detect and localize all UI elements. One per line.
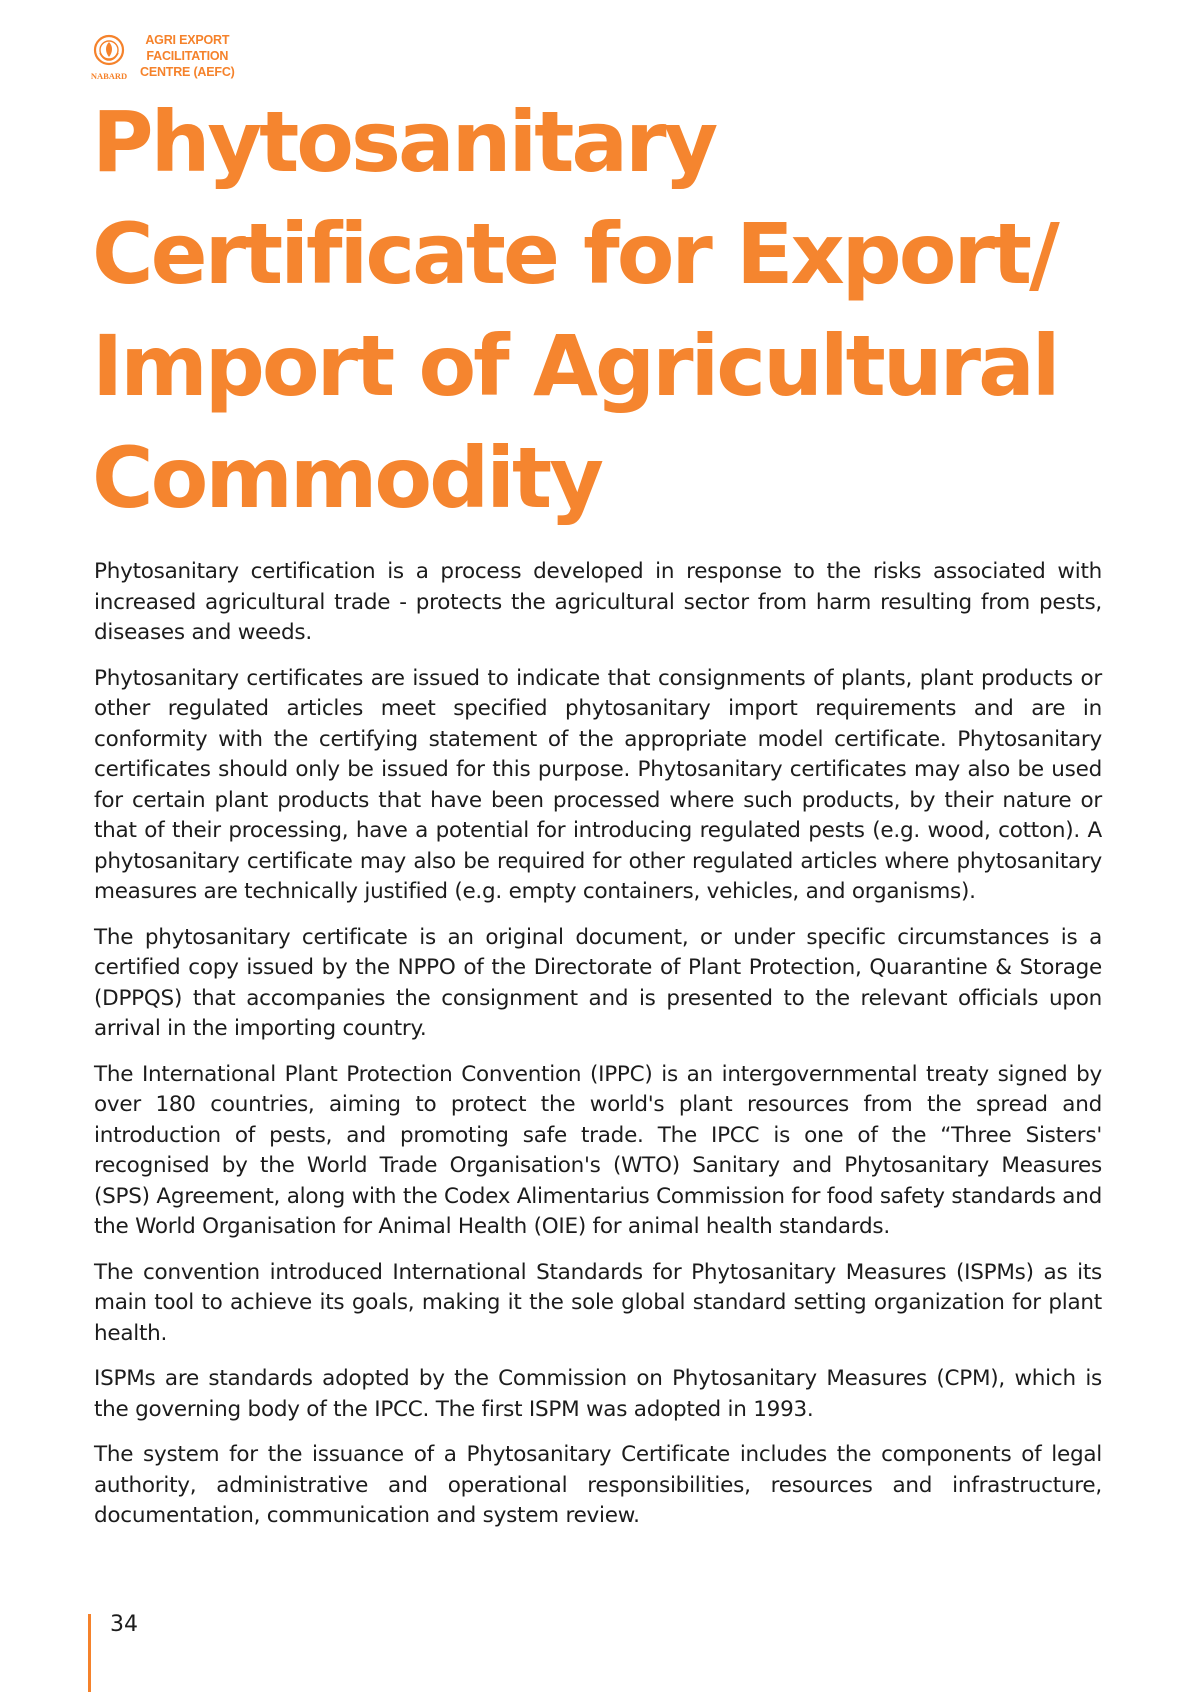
logo-caption: NABARD xyxy=(90,71,128,81)
paragraph: The International Plant Protection Convention (IPPC) is an intergovernmental treaty signed by over 180 countries, aiming to protect the world's plant resources from the spread and introduction of pests, and promoting safe trade. The IPCC is one of the “Three Sisters' recognised by the World Trade Organisation's (WTO) Sanitary and Phytosanitary Measures (SPS) Agreement, along with the Codex Alimentarius Commission for food safety standards and the World Organisation for Animal Health (OIE) for animal health standards. xyxy=(94,1061,1102,1239)
org-name-line: FACILITATION xyxy=(146,49,229,63)
body-text xyxy=(94,557,1102,1547)
title-line: Phytosanitary xyxy=(92,93,716,191)
nabard-logo-icon xyxy=(86,32,138,84)
title-line: Commodity xyxy=(92,429,601,527)
paragraph: The convention introduced International Standards for Phytosanitary Measures (ISPMs) as its main tool to achieve its goals, making it the sole global standard setting organization for plant health. xyxy=(94,1259,1102,1346)
header xyxy=(86,32,326,84)
paragraph: ISPMs are standards adopted by the Commission on Phytosanitary Measures (CPM), which is the governing body of the IPCC. The first ISPM was adopted in 1993. xyxy=(94,1366,1102,1422)
paragraph: Phytosanitary certificates are issued to indicate that consignments of plants, plant products or other regulated articles meet specified phytosanitary import requirements and are in conformity with the certifying statement of the appropriate model certificate. Phytosanitary certificates should only be issued for this purpose. Phytosanitary certificates may also be used for certain plant products that have been processed where such products, by their nature or that of their processing, have a potential for introducing regulated pests (e.g. wood, cotton). A phytosanitary certificate may also be required for other regulated articles where phytosanitary measures are technically justified (e.g. empty containers, vehicles, and organisms). xyxy=(94,665,1102,904)
org-name-line: CENTRE (AEFC) xyxy=(140,65,235,79)
paragraph: The system for the issuance of a Phytosanitary Certificate includes the components of legal authority, administrative and operational responsibilities, resources and infrastructure, documentation, communication and system review. xyxy=(94,1442,1102,1528)
org-name xyxy=(140,32,235,80)
title-line: Certificate for Export/ xyxy=(92,205,1057,303)
page-title xyxy=(92,86,1152,534)
page-number: 34 xyxy=(110,1612,138,1637)
org-name-line: AGRI EXPORT xyxy=(145,33,230,47)
paragraph: Phytosanitary certification is a process developed in response to the risks associated with increased agricultural trade - protects the agricultural sector from harm resulting from pests, diseases and weeds. xyxy=(94,559,1102,645)
title-line: Import of Agricultural xyxy=(92,317,1058,415)
page-number-bar xyxy=(88,1614,91,1692)
paragraph: The phytosanitary certificate is an original document, or under specific circumstances is a certified copy issued by the NPPO of the Directorate of Plant Protection, Quarantine & Storage (DPPQS) that accompanies the consignment and is presented to the relevant officials upon arrival in the importing country. xyxy=(94,924,1102,1041)
